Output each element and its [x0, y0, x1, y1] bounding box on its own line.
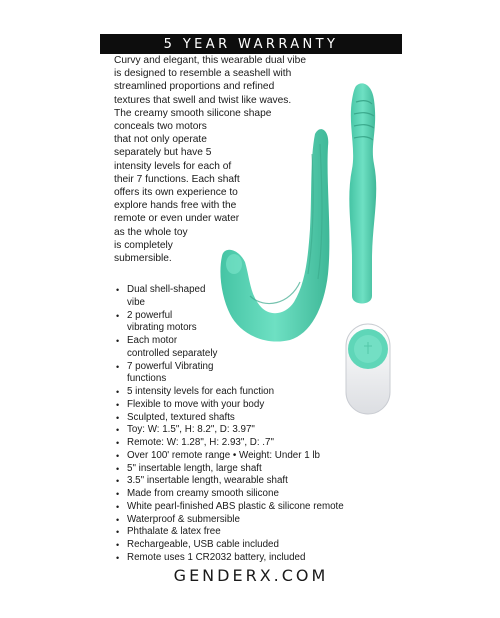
feature-text: vibrating motors: [127, 322, 197, 334]
bullet-icon: •: [116, 285, 120, 295]
product-card: [100, 34, 402, 590]
bullet-icon: •: [116, 450, 120, 461]
bullet-icon: •: [116, 425, 120, 436]
feature-text: 7 powerful Vibrating: [127, 360, 214, 372]
bullet-icon: •: [116, 540, 120, 550]
wearable-vibe-image: [220, 129, 329, 341]
bullet-icon: •: [116, 552, 120, 563]
bullet-icon: •: [116, 387, 120, 397]
feature-text: White pearl-finished ABS plastic & silicone remote: [127, 500, 344, 512]
feature-text: Sculpted, textured shafts: [127, 411, 235, 423]
feature-text: 5" insertable length, large shaft: [127, 462, 262, 474]
description-line: as the whole toy: [114, 226, 188, 238]
bullet-icon: •: [116, 501, 120, 512]
brand-url: GENDERX.COM: [173, 566, 329, 585]
description-line: submersible.: [114, 253, 172, 265]
feature-text: Dual shell-shaped: [127, 284, 206, 295]
feature-text: 2 powerful: [127, 309, 173, 321]
feature-text: Remote uses 1 CR2032 battery, included: [127, 551, 306, 563]
feature-text: Waterproof & submersible: [127, 513, 240, 525]
bullet-icon: •: [116, 438, 120, 448]
feature-text: Over 100' remote range • Weight: Under 1 lb: [127, 449, 320, 461]
bullet-icon: •: [116, 412, 120, 423]
feature-text: 5 intensity levels for each function: [127, 386, 275, 397]
description-line: offers its own experience to: [114, 187, 238, 199]
feature-text: vibe: [127, 296, 145, 308]
description-line: is designed to resemble a seashell with: [114, 68, 292, 80]
description-line: streamlined proportions and refined: [114, 81, 275, 93]
feature-text: Made from creamy smooth silicone: [127, 488, 279, 499]
description-line: that not only operate: [114, 134, 207, 146]
feature-text: Remote: W: 1.28", H: 2.93", D: .7": [127, 437, 274, 448]
description-line: explore hands free with the: [114, 200, 237, 212]
description-line: Curvy and elegant, this wearable dual vibe: [114, 55, 306, 66]
bullet-icon: •: [116, 527, 120, 538]
feature-text: Toy: W: 1.5", H: 8.2", D: 3.97": [127, 424, 255, 436]
shaft-vibe-image: [349, 83, 376, 303]
description-line: is completely: [114, 239, 173, 251]
feature-text: Each motor: [127, 335, 178, 346]
description-line: remote or even under water: [114, 213, 240, 225]
description-line: conceals two motors: [114, 121, 207, 133]
feature-text: Flexible to move with your body: [127, 398, 265, 410]
feature-text: functions: [127, 373, 167, 385]
bullet-icon: •: [116, 476, 120, 487]
remote-control-image: [346, 324, 390, 414]
bullet-icon: •: [116, 463, 120, 474]
description-line: The creamy smooth silicone shape: [114, 107, 272, 119]
description-line: their 7 functions. Each shaft: [114, 173, 240, 185]
warranty-title: 5 YEAR WARRANTY: [163, 36, 339, 52]
bullet-icon: •: [116, 514, 120, 525]
description-line: intensity levels for each of: [114, 160, 232, 172]
bullet-icon: •: [116, 336, 120, 346]
bullet-icon: •: [116, 399, 120, 410]
product-illustration: [100, 34, 402, 590]
feature-text: controlled separately: [127, 347, 218, 359]
description-line: textures that swell and twist like waves.: [114, 94, 292, 106]
bullet-icon: •: [116, 489, 120, 499]
feature-text: Rechargeable, USB cable included: [127, 539, 279, 550]
bullet-icon: •: [116, 310, 120, 321]
feature-text: Phthalate & latex free: [127, 526, 221, 538]
bullet-icon: •: [116, 361, 120, 372]
feature-text: 3.5" insertable length, wearable shaft: [127, 475, 288, 487]
description-line: separately but have 5: [114, 147, 212, 159]
